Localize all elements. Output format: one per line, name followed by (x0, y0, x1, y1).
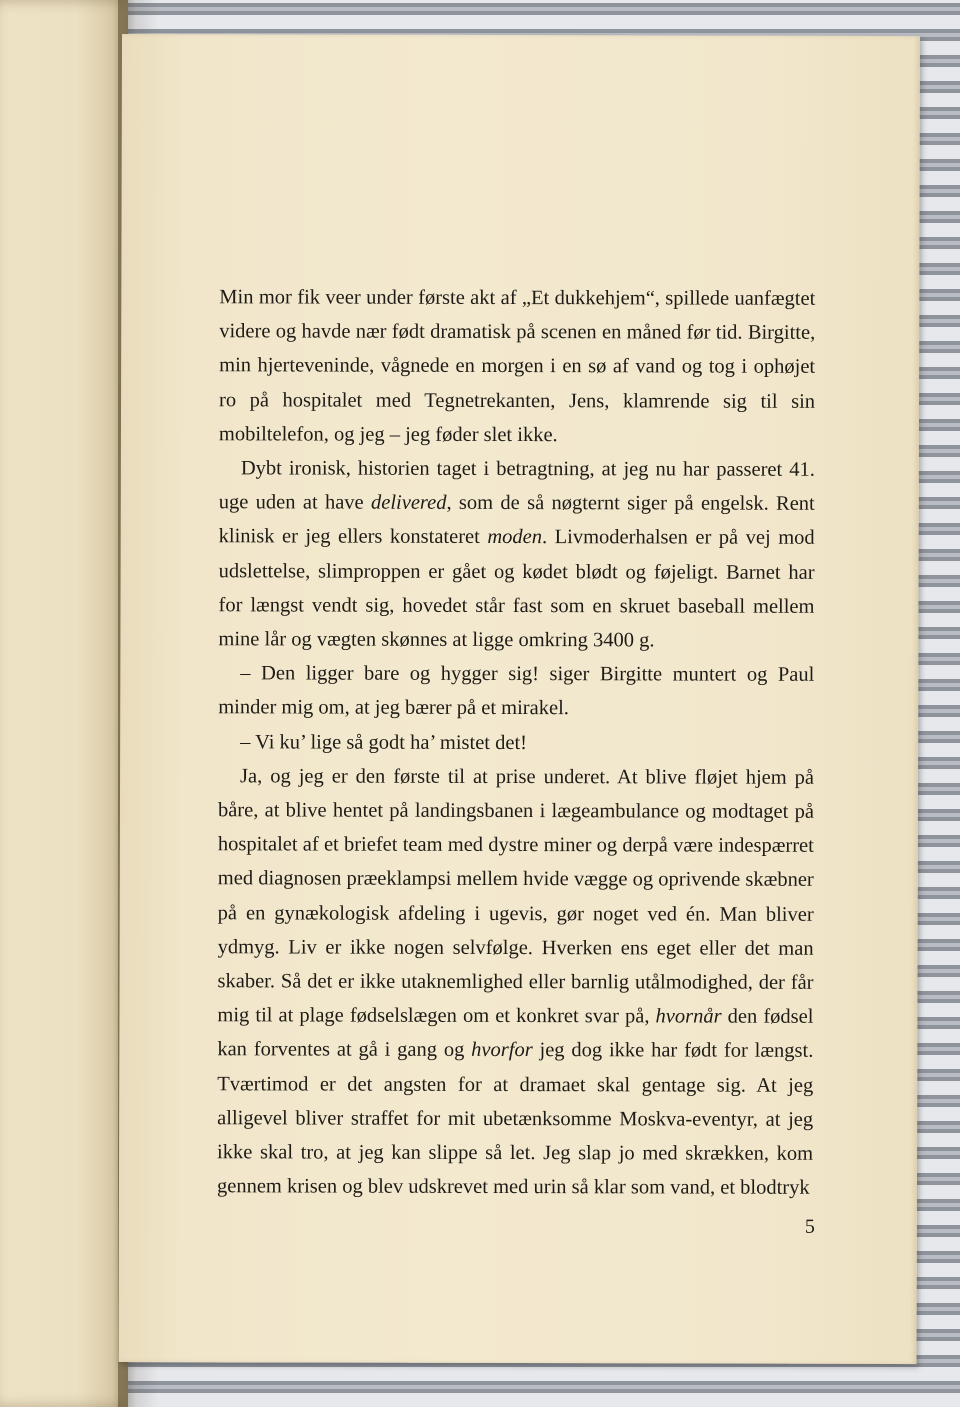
facing-page (0, 0, 128, 1407)
italic-word-hvorfor: hvorfor (471, 1039, 533, 1062)
book-page (119, 34, 920, 1364)
page-body-text (217, 280, 815, 1205)
paragraph-2-text-b: , som de så nøgternt siger på engelsk. Rent klinisk er jeg ellers konstateret (218, 492, 815, 549)
paragraph-2-text-c: . Livmoderhalsen er på vej mod udslettelse, slimproppen er gået og kødet blødt og føjeligt. Barnet har for længst vendt sig, hovedet står fast som en skruet baseball mellem mine lår og vægten skønnes at ligge omkring 3400 g. (218, 526, 815, 652)
italic-word-delivered: delivered (370, 491, 447, 515)
paragraph-1: Min mor fik veer under første akt af „Et dukkehjem“, spillede uanfægtet videre og havde nær født dramatisk på scenen en måned før tid. Birgitte, min hjerteveninde, vågnede en morgen i en sø af vand og tog i ophøjet ro på hospitalet med Tegnetrekanten, Jens, klamrende sig til sin mobiltelefon, og jeg – jeg føder slet ikke. (218, 286, 816, 446)
paragraph-2-text-a: Dybt ironisk, historien taget i betragtning, at jeg nu har passeret 41. uge uden at have (218, 457, 815, 514)
page-number: 5 (804, 1215, 815, 1238)
paragraph-5 (217, 759, 814, 1205)
italic-word-moden: moden (487, 526, 543, 549)
paragraph-5-text-b: den fødsel kan forventes at gå i gang og (217, 1005, 814, 1062)
paragraph-2 (218, 451, 815, 658)
dialogue-line-2: – Vi ku’ lige så godt ha’ mistet det! (240, 730, 528, 754)
italic-word-hvornaar: hvornår (655, 1005, 722, 1028)
dialogue-line-1: – Den ligger bare og hygger sig! siger Birgitte muntert og Paul minder mig om, at jeg bærer på et mirakel. (218, 662, 815, 720)
paragraph-5-text-c: jeg dog ikke har født for længst. Tværtimod er det angsten for at dramaet skal gentage sig. At jeg alligevel bliver straffet for mit ubetænksomme Moskva-eventyr, at jeg ikke skal tro, at jeg kan slippe så let. Jeg slap jo med skrækken, kom gennem krisen og blev udskrevet med urin så klar som vand, et blodtryk (216, 1039, 814, 1200)
paragraph-5-text-a: Ja, og jeg er den første til at prise underet. At blive fløjet hjem på båre, at blive hentet på landingsbanen i lægeambulance og modtaget på hospitalet af et briefet team med dystre miner og derpå være indespærret med diagnosen præeklampsi mellem hvide vægge og oprivende skæbner på en gynækologisk afdeling i ugevis, gør noget ved én. Man bliver ydmyg. Liv er ikke nogen selvfølge. Hverken ens eget eller det man skaber. Så det er ikke utaknemlighed eller barnlig utålmodighed, der får mig til at plage fødselslægen om et konkret svar på, (217, 765, 815, 1028)
